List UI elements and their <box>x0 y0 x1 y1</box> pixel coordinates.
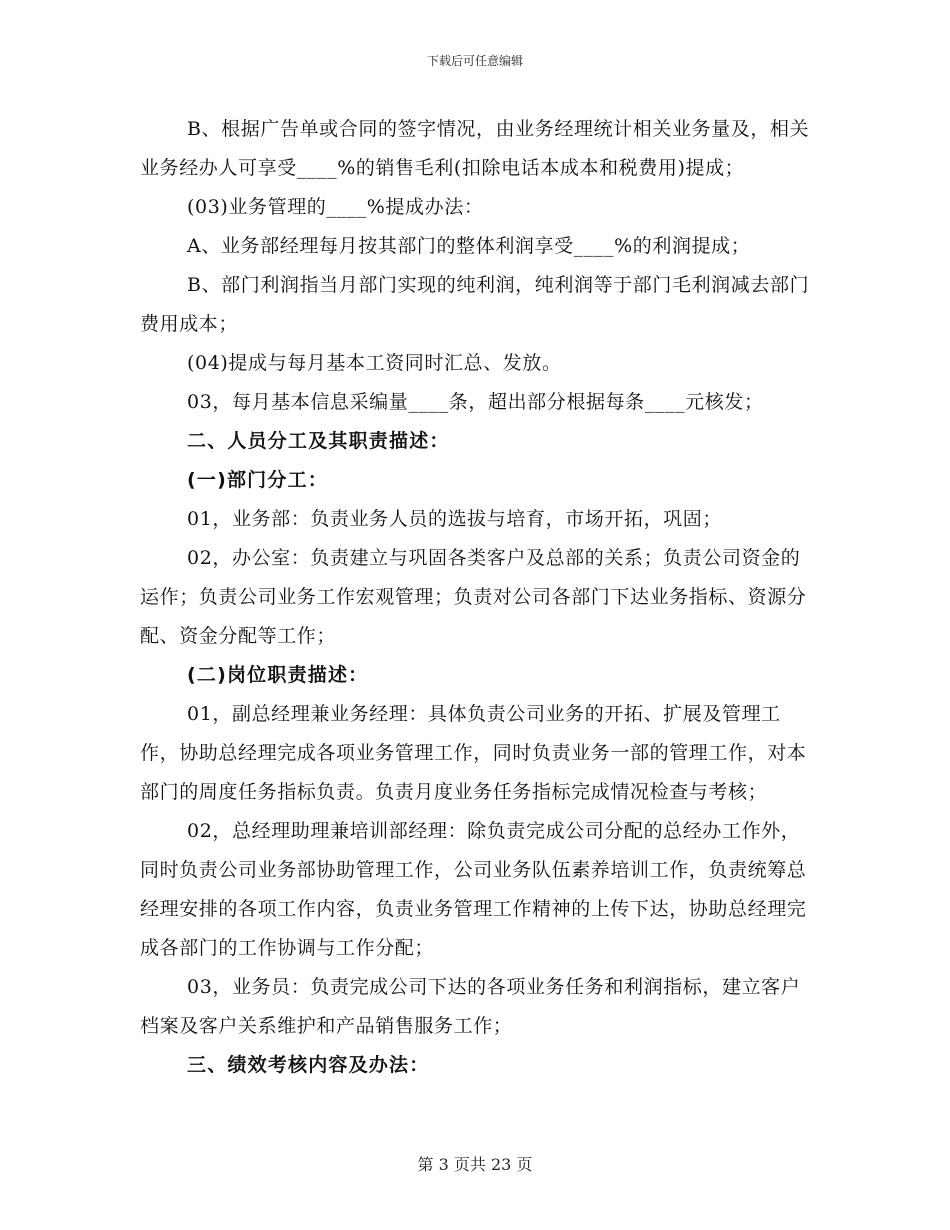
paragraph-02-gm-assistant: 02，总经理助理兼培训部经理：除负责完成公司分配的总经办工作外，同时负责公司业务部协助管理工作，公司业务队伍素养培训工作，负责统筹总经理安排的各项工作内容，负责业务管理工作精神的上传下达，协助总经理完成各部门的工作协调与工作分配； <box>140 820 807 959</box>
paragraph-a-manager-profit: A、业务部经理每月按其部门的整体利润享受____%的利润提成； <box>187 235 751 257</box>
section-heading-staff-division: 二、人员分工及其职责描述： <box>187 430 450 452</box>
paragraph-01-deputy-gm: 01，副总经理兼业务经理：具体负责公司业务的开拓、扩展及管理工作，协助总经理完成各项业务管理工作，同时负责业务一部的管理工作，对本部门的周度任务指标负责。负责月度业务任务指标完成情况检查与考核； <box>140 703 807 803</box>
paragraph-b-commission: B、根据广告单或合同的签字情况，由业务经理统计相关业务量及，相关业务经办人可享受____%的销售毛利(扣除电话本成本和税费用)提成； <box>140 118 810 179</box>
paragraph-01-business-dept: 01，业务部：负责业务人员的选拔与培育，市场开拓，巩固； <box>187 508 722 530</box>
page-header: 下载后可任意编辑 <box>426 54 523 68</box>
paragraph-03-info-quota: 03，每月基本信息采编量____条，超出部分根据每条____元核发； <box>187 391 764 413</box>
paragraph-03-management-commission: (03)业务管理的____%提成办法： <box>187 196 484 218</box>
paragraph-02-office: 02，办公室：负责建立与巩固各类客户及总部的关系；负责公司资金的运作；负责公司业务工作宏观管理；负责对公司各部门下达业务指标、资源分配、资金分配等工作； <box>140 547 807 647</box>
paragraph-03-salesperson: 03，业务员：负责完成公司下达的各项业务任务和利润指标，建立客户档案及客户关系维护和产品销售服务工作； <box>140 976 801 1037</box>
paragraph-04-payout: (04)提成与每月基本工资同时汇总、发放。 <box>187 352 562 374</box>
paragraph-b-department-profit: B、部门利润指当月部门实现的纯利润，纯利润等于部门毛利润减去部门费用成本； <box>140 274 810 335</box>
document-body <box>140 110 810 1085</box>
section-heading-performance: 三、绩效考核内容及办法： <box>187 1054 430 1076</box>
subheading-position-duties: (二)岗位职责描述： <box>187 664 369 686</box>
page-number: 第 3 页共 23 页 <box>417 1155 533 1174</box>
subheading-department-division: (一)部门分工： <box>187 469 328 491</box>
